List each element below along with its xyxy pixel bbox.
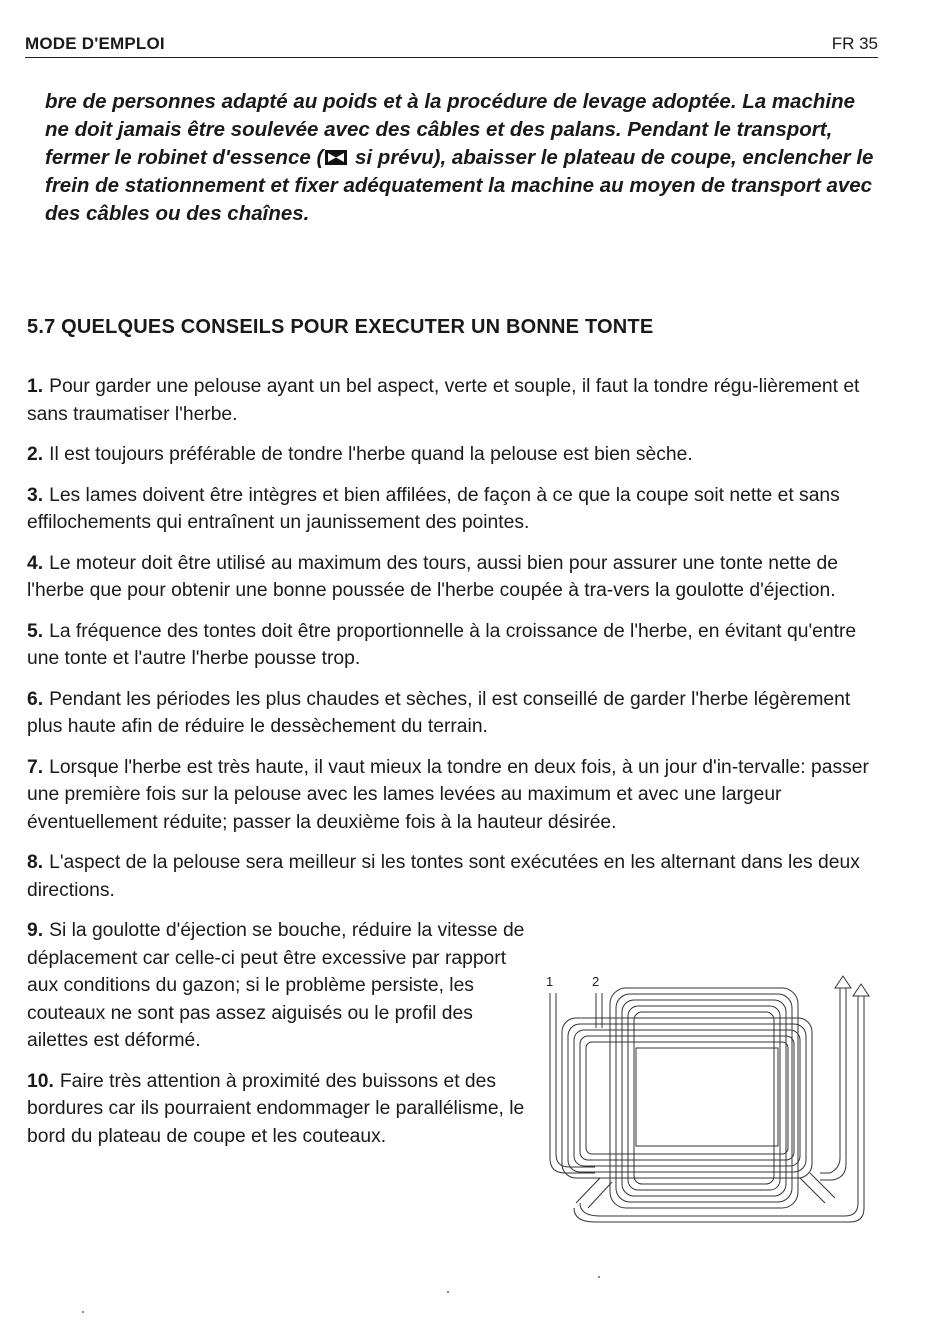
speck: [447, 1291, 449, 1293]
item-number: 6.: [27, 688, 44, 710]
item-number: 4.: [27, 552, 44, 574]
item-text: L'aspect de la pelouse sera meilleur si les tontes sont exécutées en les alternant dans les deux directions.: [27, 852, 860, 901]
list-item: [27, 849, 877, 904]
item-text: Faire très attention à proximité des buissons et des bordures car ils pourraient endommager le parallélisme, le bord du plateau de coupe et les couteaux.: [27, 1070, 525, 1147]
item-text: Lorsque l'herbe est très haute, il vaut mieux la tondre en deux fois, à un jour d'in-tervalle: passer une première fois sur la pelouse avec les lames levées au maximum et avec une largeur éventuellement réduite; passer la deuxième fois à la hauteur désirée.: [27, 756, 869, 833]
item-number: 8.: [27, 852, 44, 873]
intro-text-end: si prévu), abaisser le plateau de coupe, enclencher le frein de stationnement et fixer adéquatement la machine au moyen de transport avec des câbles ou des chaînes.: [45, 146, 874, 225]
list-item: [27, 441, 877, 469]
item-number: 1.: [27, 376, 44, 397]
list-item: [27, 550, 877, 605]
item-text: Le moteur doit être utilisé au maximum des tours, aussi bien pour assurer une tonte nette de l'herbe que pour obtenir une bonne poussée de l'herbe coupée à tra-vers la goulotte d'éjection.: [27, 552, 838, 601]
item-text: Pendant les périodes les plus chaudes et sèches, il est conseillé de garder l'herbe légèrement plus haute afin de réduire le dessèchement du terrain.: [27, 688, 851, 737]
item-number: 10.: [27, 1070, 54, 1092]
intro-text-start: bre de personnes adapté au poids et à la procédure de levage adoptée. La machine ne doit jamais être soulevée avec des câbles et des palans. Pendant le transport, fermer le robinet d'essence (: [45, 90, 856, 169]
list-item: [27, 373, 877, 428]
path-label-2: 2: [592, 974, 600, 989]
page-number: FR 35: [831, 34, 878, 53]
list-item: [27, 482, 877, 537]
list-item: [27, 1068, 527, 1151]
list-item: [27, 618, 877, 673]
item-text: Il est toujours préférable de tondre l'herbe quand la pelouse est bien sèche.: [49, 444, 693, 465]
item-text: La fréquence des tontes doit être proportionnelle à la croissance de l'herbe, en évitant qu'entre une tonte et l'autre l'herbe pousse trop.: [27, 620, 857, 669]
fuel-tap-icon: [325, 150, 347, 165]
page-header: [25, 34, 878, 58]
item-number: 3.: [27, 484, 44, 506]
item-number: 7.: [27, 756, 44, 778]
item-number: 9.: [27, 920, 44, 941]
list-item: [27, 917, 527, 1055]
item-text: Les lames doivent être intègres et bien affilées, de façon à ce que la coupe soit nette et sans effilochements qui entraînent un jaunissement des pointes.: [27, 484, 840, 533]
list-item: [27, 686, 877, 741]
speck: [82, 1311, 84, 1313]
concentric-paths: [550, 976, 869, 1222]
list-item: [27, 754, 877, 837]
item-text: Pour garder une pelouse ayant un bel aspect, verte et souple, il faut la tondre régu-lièrement et sans traumatiser l'herbe.: [27, 376, 860, 425]
mowing-pattern-diagram: [540, 968, 880, 1230]
manual-title: MODE D'EMPLOI: [25, 34, 165, 53]
item-number: 2.: [27, 444, 44, 465]
item-number: 5.: [27, 620, 44, 642]
item-text: Si la goulotte d'éjection se bouche, réduire la vitesse de déplacement car celle-ci peut être excessive par rapport aux conditions du gazon; si le problème persiste, les couteaux ne sont pas assez aiguisés ou le profil des ailettes est déformé.: [27, 920, 525, 1051]
speck: [598, 1276, 600, 1278]
intro-paragraph: [45, 88, 880, 228]
section-title: 5.7 QUELQUES CONSEILS POUR EXECUTER UN BONNE TONTE: [27, 316, 654, 338]
path-label-1: 1: [546, 974, 554, 989]
